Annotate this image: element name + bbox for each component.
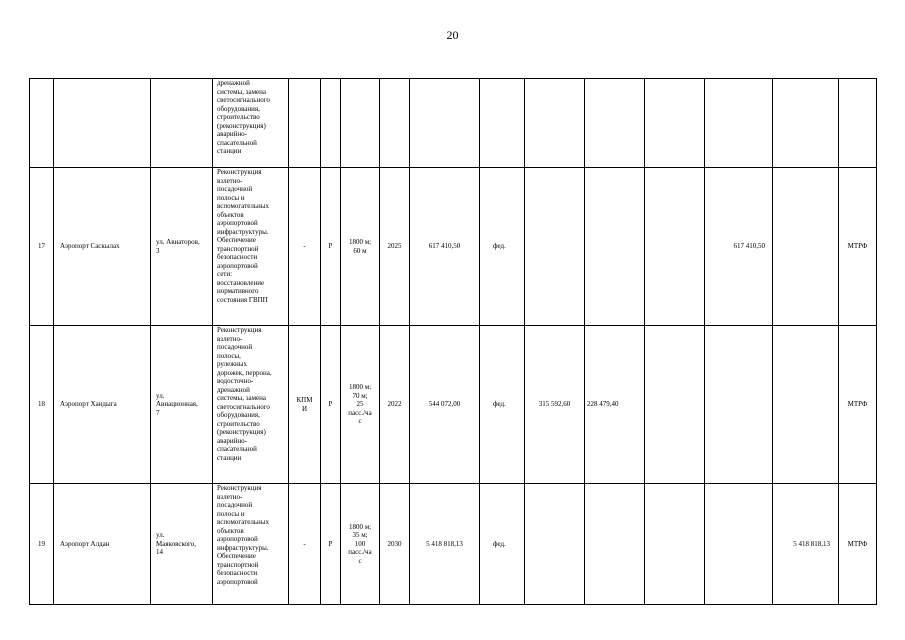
year-value-5 [773, 326, 839, 484]
year-value-4 [705, 484, 773, 605]
year [380, 79, 410, 168]
program-code [289, 79, 321, 168]
year-value-4: 617 410,50 [705, 168, 773, 326]
responsible-body: МТРФ [839, 484, 877, 605]
year-value-3 [645, 79, 705, 168]
year-value-2 [585, 79, 645, 168]
responsible-body: МТРФ [839, 168, 877, 326]
year: 2025 [380, 168, 410, 326]
airport-investment-table [29, 78, 877, 605]
year-value-1: 315 592,60 [525, 326, 585, 484]
airport-address: ул. Авиаторов, 3 [151, 168, 213, 326]
capacity [341, 79, 380, 168]
year-value-4 [705, 326, 773, 484]
work-type: Р [321, 326, 341, 484]
row-number: 19 [30, 484, 54, 605]
capacity: 1800 м; 60 м [341, 168, 380, 326]
works-description: Реконструкция взлетно- посадочной полосы, рулежных дорожек, перрона, водосточно- дренажной системы, замена светосигнального оборудования, строительство (реконструкция) аварийно- спасательной станции [213, 326, 289, 484]
table-row [30, 326, 877, 484]
program-code: - [289, 168, 321, 326]
work-type: Р [321, 484, 341, 605]
capacity: 1800 м; 35 м; 100 пасс./ча с [341, 484, 380, 605]
funding-source [480, 79, 525, 168]
year-value-1 [525, 484, 585, 605]
table-row [30, 484, 877, 605]
year-value-1 [525, 79, 585, 168]
airport-address [151, 79, 213, 168]
total-cost: 617 410,50 [410, 168, 480, 326]
year-value-2: 228 479,40 [585, 326, 645, 484]
airport-name: Аэропорт Саскылах [54, 168, 151, 326]
airport-name [54, 79, 151, 168]
row-number [30, 79, 54, 168]
year: 2030 [380, 484, 410, 605]
year-value-5: 5 418 818,13 [773, 484, 839, 605]
airport-address: ул. Авиационная, 7 [151, 326, 213, 484]
capacity: 1800 м; 70 м; 25 пасс./ча с [341, 326, 380, 484]
airport-name: Аэропорт Хандыга [54, 326, 151, 484]
year-value-1 [525, 168, 585, 326]
total-cost: 5 418 818,13 [410, 484, 480, 605]
year-value-3 [645, 168, 705, 326]
year-value-4 [705, 79, 773, 168]
year-value-3 [645, 484, 705, 605]
funding-source: фед. [480, 168, 525, 326]
table-row [30, 168, 877, 326]
year-value-3 [645, 326, 705, 484]
page-number: 20 [446, 28, 459, 42]
program-code: - [289, 484, 321, 605]
responsible-body [839, 79, 877, 168]
airport-address: ул. Маяковского, 14 [151, 484, 213, 605]
year-value-2 [585, 168, 645, 326]
total-cost [410, 79, 480, 168]
work-type [321, 79, 341, 168]
year: 2022 [380, 326, 410, 484]
year-value-5 [773, 168, 839, 326]
funding-source: фед. [480, 484, 525, 605]
works-description: Реконструкция взлетно- посадочной полосы и вспомогательных объектов аэропортовой инфраструктуры. Обеспечение транспортной безопасности аэропортовой сети: восстановление нормативного состояния ГВПП [213, 168, 289, 326]
work-type: Р [321, 168, 341, 326]
works-description: дренажной системы, замена светосигнального оборудования, строительство (реконструкция) аварийно- спасательной станции [213, 79, 289, 168]
table-row [30, 79, 877, 168]
airport-name: Аэропорт Алдан [54, 484, 151, 605]
responsible-body: МТРФ [839, 326, 877, 484]
program-code: КПМ И [289, 326, 321, 484]
year-value-2 [585, 484, 645, 605]
row-number: 17 [30, 168, 54, 326]
row-number: 18 [30, 326, 54, 484]
works-description: Реконструкция взлетно- посадочной полосы и вспомогательных объектов аэропортовой инфраструктуры. Обеспечение транспортной безопасности аэропортовой [213, 484, 289, 605]
funding-source: фед. [480, 326, 525, 484]
year-value-5 [773, 79, 839, 168]
total-cost: 544 072,00 [410, 326, 480, 484]
